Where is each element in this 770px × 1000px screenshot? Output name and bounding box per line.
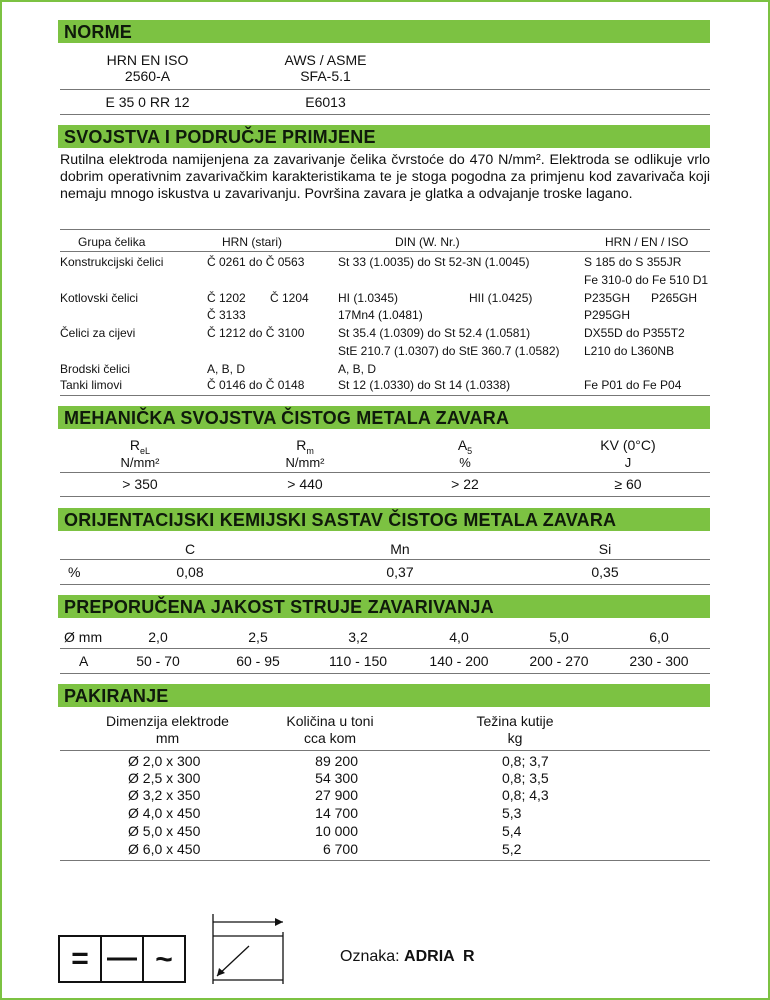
section-pakiranje-title: PAKIRANJE [58,684,710,707]
chem-element-c: C [184,541,196,557]
section-struja-title: PREPORUČENA JAKOST STRUJE ZAVARIVANJA [58,595,710,618]
pack-header-line1: Težina kutije [476,713,554,729]
norme-col2-header [268,52,383,84]
pack-cell-weight: 0,8; 3,7 [502,753,549,769]
section-norme-title: NORME [58,20,710,43]
current-bottom-divider [60,673,710,674]
steel-cell-group: Tanki limovi [60,378,123,392]
section-mehanicka-title: MEHANIČKA SVOJSTVA ČISTOG METALA ZAVARA [58,406,710,429]
steel-cell-hrn: Č 0261 do Č 0563 [207,255,305,269]
steel-cell-group: Čelici za cijevi [60,326,136,340]
chem-row-label: % [68,564,81,580]
steel-cell-en: Fe 310-0 do Fe 510 D1 [584,273,709,287]
steel-header-group: Grupa čelika [78,235,146,249]
mech-symbol-sub: 5 [467,445,473,456]
steel-cell-en: DX55D do P355T2 [584,326,685,340]
dc-symbol-icon: = [71,942,89,975]
mech-symbol-text: A [457,437,468,453]
mech-symbol-sub: m [306,445,314,456]
current-range: 50 - 70 [136,653,180,669]
arrow-head-icon [275,918,283,926]
pack-header-line2: kg [507,730,523,746]
pack-cell-quantity: 14 700 [315,805,358,821]
current-diameter: 4,0 [449,629,469,645]
steel-cell-din: HI (1.0345) [338,291,399,305]
pack-header-quantity [270,713,390,747]
chem-value-mn: 0,37 [386,564,414,580]
steel-table-top-divider [60,229,710,230]
pack-cell-quantity: 54 300 [315,770,358,786]
chem-element-mn: Mn [390,541,410,557]
norme-divider [60,89,710,90]
mech-symbol-rel [80,437,200,456]
pack-header-dimension [95,713,240,747]
pack-cell-dimension: Ø 2,5 x 300 [128,770,201,786]
norme-col1-header [90,52,205,84]
steel-cell-group: Brodski čelici [60,362,131,376]
steel-cell-hrn-2: Č 1204 [270,291,309,305]
mech-value-a5: > 22 [451,476,479,492]
steel-cell-hrn: Č 3133 [207,308,246,322]
mech-divider [60,472,710,473]
mech-symbol-sub: eL [140,445,151,456]
chem-bottom-divider [60,584,710,585]
steel-cell-en: Fe P01 do Fe P04 [584,378,682,392]
pack-header-weight [455,713,575,747]
section-kemijski-title: ORIJENTACIJSKI KEMIJSKI SASTAV ČISTOG METALA ZAVARA [58,508,710,531]
steel-cell-hrn: Č 0146 do Č 0148 [207,378,305,392]
pack-cell-dimension: Ø 2,0 x 300 [128,753,201,769]
pack-bottom-divider [60,860,710,861]
steel-header-en: HRN / EN / ISO [605,235,689,249]
current-diameter: 2,0 [148,629,168,645]
norme-bottom-divider [60,114,710,115]
steel-cell-en: P295GH [584,308,631,322]
pack-cell-quantity: 10 000 [315,823,358,839]
current-range: 230 - 300 [629,653,689,669]
pack-cell-weight: 5,2 [502,841,522,857]
chem-value-c: 0,08 [176,564,204,580]
mech-unit-a5: % [459,455,471,470]
norme-col1-value: E 35 0 RR 12 [105,94,190,110]
product-code [340,948,475,966]
chem-divider [60,559,710,560]
current-range: 110 - 150 [328,653,388,669]
current-diameter: 5,0 [549,629,569,645]
norme-col2-header-line2: SFA-5.1 [300,68,351,84]
pack-cell-dimension: Ø 6,0 x 450 [128,841,201,857]
pack-header-line2: cca kom [303,730,357,746]
chem-value-si: 0,35 [591,564,619,580]
norme-col1-header-line1: HRN EN ISO [106,52,189,68]
current-type-symbols [58,935,186,983]
pack-cell-quantity: 6 700 [322,841,358,857]
mech-unit-rm: N/mm² [285,455,325,470]
steel-cell-en: S 185 do S 355JR [584,255,682,269]
welding-position-icon [205,912,295,988]
steel-cell-group: Konstrukcijski čelici [60,255,164,269]
pack-divider [60,750,710,751]
steel-cell-din: St 12 (1.0330) do St 14 (1.0338) [338,378,511,392]
steel-header-hrn: HRN (stari) [222,235,282,249]
pack-cell-weight: 5,3 [502,805,522,821]
mech-symbol-text: R [296,437,307,453]
pack-cell-dimension: Ø 3,2 x 350 [128,787,201,803]
steel-table-bottom-divider [60,395,710,396]
pack-header-line1: Dimenzija elektrode [106,713,229,729]
pack-cell-weight: 0,8; 4,3 [502,787,549,803]
current-diameter: 2,5 [248,629,268,645]
current-range: 140 - 200 [429,653,489,669]
pack-header-line2: mm [155,730,180,746]
mech-unit-kv: J [624,455,632,470]
steel-header-din: DIN (W. Nr.) [395,235,460,249]
mech-symbol-rm [245,437,365,456]
ac-symbol-icon: ~ [155,943,173,976]
svojstva-description: Rutilna elektroda namijenjena za zavarivanje čelika čvrstoće do 470 N/mm². Elektroda se odlikuje vrlo dobrim operativnim zavarivačkim karakteristikama te je stoga pogodna za primjenu kod zavarivača koji nemaju mnogo iskustva u zavarivanju. Površina zavara je glatka a odvajanje troske lagano. [60,152,710,202]
steel-cell-en: P235GH [584,291,631,305]
norme-col2-header-line1: AWS / ASME [284,52,367,68]
steel-cell-din: 17Mn4 (1.0481) [338,308,423,322]
steel-cell-group: Kotlovski čelici [60,291,139,305]
steel-cell-din: St 33 (1.0035) do St 52-3N (1.0045) [338,255,530,269]
steel-cell-din: A, B, D [338,362,377,376]
section-svojstva-title: SVOJSTVA I PODRUČJE PRIMJENE [58,125,710,148]
current-label-ampere: A [79,653,89,669]
current-diameter: 3,2 [348,629,368,645]
current-divider [60,648,710,649]
current-range: 60 - 95 [236,653,280,669]
steel-cell-din: StE 210.7 (1.0307) do StE 360.7 (1.0582) [338,344,560,358]
dash-symbol-icon: — [107,941,137,974]
pack-cell-weight: 5,4 [502,823,522,839]
steel-cell-hrn: A, B, D [207,362,246,376]
steel-cell-hrn: Č 1202 [207,291,246,305]
mech-symbol-text: R [129,437,141,453]
current-range: 200 - 270 [529,653,589,669]
norme-col1-header-line2: 2560-A [124,68,171,84]
steel-cell-din-2: HII (1.0425) [469,291,533,305]
pack-cell-weight: 0,8; 3,5 [502,770,549,786]
steel-cell-hrn: Č 1212 do Č 3100 [207,326,305,340]
mech-value-kv: ≥ 60 [614,476,642,492]
pack-cell-quantity: 27 900 [315,787,358,803]
steel-table-header-divider [60,251,710,252]
product-code-value: ADRIA R [404,948,475,965]
mech-value-rel: > 350 [122,476,158,492]
steel-cell-en: L210 do L360NB [584,344,675,358]
product-code-label: Oznaka: [340,948,400,965]
chem-element-si: Si [598,541,612,557]
current-diameter: 6,0 [649,629,669,645]
pack-cell-dimension: Ø 4,0 x 450 [128,805,201,821]
current-label-diameter: Ø mm [64,629,103,645]
mech-value-rm: > 440 [287,476,323,492]
steel-cell-din: St 35.4 (1.0309) do St 52.4 (1.0581) [338,326,531,340]
pack-cell-quantity: 89 200 [315,753,358,769]
norme-col2-value: E6013 [305,94,346,110]
pack-cell-dimension: Ø 5,0 x 450 [128,823,201,839]
pack-header-line1: Količina u toni [286,713,374,729]
mech-symbol-a5 [405,437,525,456]
mech-symbol-kv: KV (0°C) [600,437,656,453]
steel-cell-en-2: P265GH [651,291,698,305]
mech-unit-rel: N/mm² [120,455,160,470]
mech-bottom-divider [60,496,710,497]
